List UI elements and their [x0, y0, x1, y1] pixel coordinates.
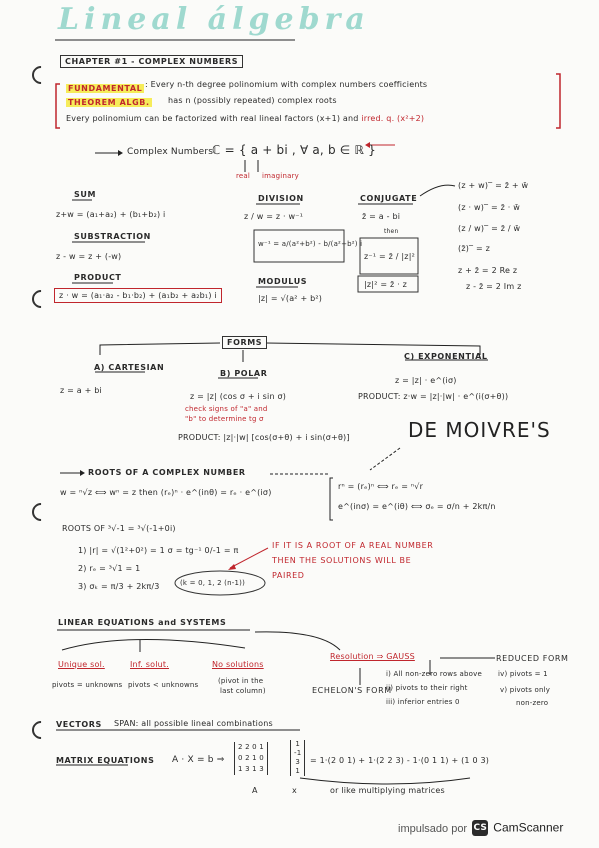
- exponential-formula: z = |z| · e^(iσ): [395, 376, 457, 385]
- roots-step-1: 1) |r| = √(1²+0²) = 1 σ = tg⁻¹ 0/-1 = π: [78, 546, 239, 555]
- infinite-solutions: Inf. solut.: [130, 660, 169, 669]
- vector-entry: 3: [295, 758, 301, 766]
- matrix-row: 1 3 1 3: [238, 765, 264, 773]
- polar-title: B) POLAR: [220, 369, 268, 378]
- camscanner-brand: CamScanner: [493, 820, 564, 835]
- conjugate-property: (z / w)‾ = z̄ / w̄: [458, 224, 521, 233]
- vector-entry: -1: [294, 749, 302, 757]
- substraction-formula: z - w = z + (-w): [56, 252, 122, 261]
- k-values: (k = 0, 1, 2 (n-1)): [180, 579, 245, 587]
- then-label: then: [384, 228, 399, 235]
- sum-title: SUM: [74, 190, 97, 199]
- reduced-rule-1: iv) pivots = 1: [498, 670, 548, 678]
- matrix-a: [234, 742, 268, 775]
- matrix-row: 2 2 0 1: [238, 743, 264, 751]
- page-title: Lineal álgebra: [58, 2, 370, 37]
- product-formula: z · w = (a₁·a₂ - b₁·b₂) + (a₁b₂ + a₂b₁) i: [54, 288, 222, 303]
- matrix-note: or like multiplying matrices: [330, 786, 445, 795]
- conjugate-property: (z̄)‾ = z: [458, 244, 491, 253]
- camscanner-footer: [398, 817, 563, 836]
- vector-entry: 1: [295, 740, 301, 748]
- conjugate-property: (z + w)‾ = z̄ + w̄: [458, 181, 529, 190]
- modulus-squared-formula: |z|² = z̄ · z: [364, 280, 408, 289]
- matrix-row: 0 2 1 0: [238, 754, 264, 762]
- conjugate-property: (z · w)‾ = z̄ · w̄: [458, 203, 520, 212]
- forms-heading: FORMS: [222, 336, 267, 349]
- echelon-rule-2: ii) pivots to their right: [386, 684, 468, 692]
- matrix-equation: A · X = b ⇒: [172, 755, 225, 765]
- no-solutions-sub-1: (pivot in the: [218, 677, 264, 685]
- reduced-form: REDUCED FORM: [496, 654, 569, 663]
- conjugate-formula: z̄ = a - bi: [362, 212, 401, 221]
- roots-title: ROOTS OF A COMPLEX NUMBER: [88, 468, 246, 477]
- matrix-equations-title: MATRIX EQUATIONS: [56, 756, 155, 765]
- polar-product: PRODUCT: |z|·|w| [cos(σ+θ) + i sin(σ+θ)]: [178, 433, 350, 442]
- division-formula: z / w = z · w⁻¹: [244, 212, 304, 221]
- division-title: DIVISION: [258, 194, 304, 203]
- inverse-conjugate-formula: z⁻¹ = z̄ / |z|²: [364, 252, 415, 261]
- real-root-note-2: THEN THE SOLUTIONS WILL BE: [272, 556, 412, 565]
- camscanner-logo-icon: CS: [472, 820, 488, 836]
- roots-example-title: ROOTS OF ³√-1 = ³√(-1+0i): [62, 524, 176, 533]
- inverse-formula: w⁻¹ = a/(a²+b²) - b/(a²+b²) i: [258, 240, 363, 248]
- unique-solution-sub: pivots = unknowns: [52, 681, 123, 689]
- exponential-product: PRODUCT: z·w = |z|·|w| · e^(i(σ+θ)): [358, 392, 509, 401]
- real-root-note-3: PAIRED: [272, 571, 305, 580]
- roots-system-1: rⁿ = (rₑ)ⁿ ⟺ rₑ = ⁿ√r: [338, 482, 424, 491]
- product-title: PRODUCT: [74, 273, 122, 282]
- a-label: A: [252, 786, 258, 795]
- cartesian-title: A) CARTESIAN: [94, 363, 165, 372]
- vector-x: [290, 740, 305, 776]
- theorem-label: THEOREM ALGB.: [68, 98, 150, 107]
- echelon-form: ECHELON'S FORM: [312, 686, 392, 695]
- polar-note-1: check signs of "a" and: [185, 405, 268, 413]
- complex-numbers-label: Complex Numbers: [127, 147, 214, 157]
- real-root-note-1: IF IT IS A ROOT OF A REAL NUMBER: [272, 541, 434, 550]
- linear-title: LINEAR EQUATIONS and SYSTEMS: [58, 618, 227, 627]
- matrix-expansion: = 1·(2 0 1) + 1·(2 2 3) - 1·(0 1 1) + (1 0 3): [310, 756, 490, 765]
- cartesian-formula: z = a + bi: [60, 386, 102, 395]
- polar-note-2: "b" to determine tg σ: [185, 415, 264, 423]
- reduced-rule-2: v) pivots only: [500, 686, 551, 694]
- exponential-title: C) EXPONENTIAL: [404, 352, 488, 361]
- reduced-rule-3: non-zero: [516, 699, 549, 707]
- theorem-line-2: has n (possibly repeated) complex roots: [168, 96, 337, 105]
- unique-solution: Unique sol.: [58, 660, 105, 669]
- chapter-heading: CHAPTER #1 - COMPLEX NUMBERS: [60, 55, 243, 68]
- complex-set-formula: ℂ = { a + bi , ∀ a, b ∈ ℝ }: [212, 143, 377, 157]
- fundamental-label: FUNDAMENTAL: [68, 84, 143, 93]
- no-solutions-sub-2: last column): [220, 687, 266, 695]
- roots-definition: w = ⁿ√z ⟺ wⁿ = z then (rₑ)ⁿ · e^(inθ) = rₑ · e^(iσ): [60, 488, 272, 497]
- roots-step-2: 2) rₑ = ³√1 = 1: [78, 564, 141, 573]
- de-moivre-label: DE MOIVRE'S: [408, 418, 551, 442]
- no-solutions: No solutions: [212, 660, 264, 669]
- theorem-line-1: : Every n-th degree polinomium with complex numbers coefficients: [145, 80, 428, 89]
- substraction-title: SUBSTRACTION: [74, 232, 151, 241]
- echelon-rule-1: i) All non-zero rows above: [386, 670, 482, 678]
- x-label: x: [292, 786, 297, 795]
- modulus-formula: |z| = √(a² + b²): [258, 294, 323, 303]
- conjugate-property: z + z̄ = 2 Re z: [458, 266, 518, 275]
- sum-formula: z+w = (a₁+a₂) + (b₁+b₂) i: [56, 210, 166, 219]
- span-definition: SPAN: all possible lineal combinations: [114, 719, 273, 728]
- theorem-line-3: Every polinomium can be factorized with real lineal factors (x+1) and irred. q. (x²+2): [66, 114, 425, 123]
- imaginary-label: imaginary: [262, 172, 299, 180]
- conjugate-title: CONJUGATE: [360, 194, 418, 203]
- vector-entry: 1: [295, 767, 301, 775]
- echelon-rule-3: iii) inferior entries 0: [386, 698, 460, 706]
- roots-step-3: 3) σₖ = π/3 + 2kπ/3: [78, 582, 160, 591]
- vectors-title: VECTORS: [56, 720, 102, 729]
- modulus-title: MODULUS: [258, 277, 308, 286]
- conjugate-property: z - z̄ = 2 Im z: [466, 282, 522, 291]
- impulsado-text: impulsado por: [398, 823, 468, 835]
- infinite-solutions-sub: pivots < unknowns: [128, 681, 199, 689]
- gauss-resolution: Resolution ⇒ GAUSS: [330, 652, 415, 661]
- real-label: real: [236, 172, 251, 180]
- polar-formula: z = |z| (cos σ + i sin σ): [190, 392, 287, 401]
- roots-system-2: e^(inσ) = e^(iθ) ⟺ σₑ = σ/n + 2kπ/n: [338, 502, 496, 511]
